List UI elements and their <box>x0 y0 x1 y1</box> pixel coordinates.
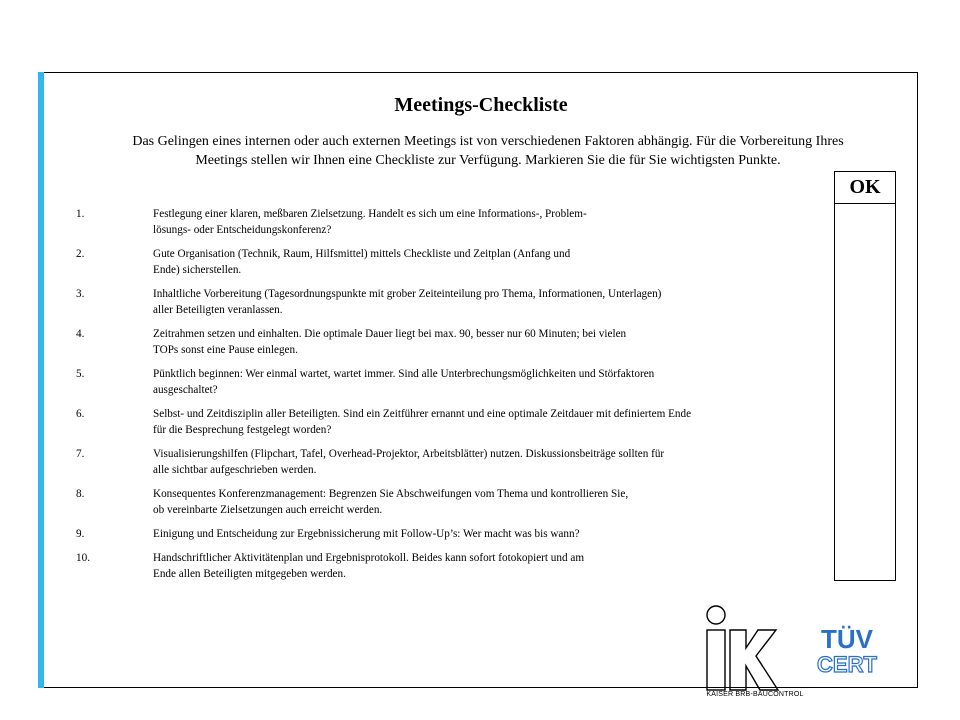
item-line: Konsequentes Konferenzmanagement: Begrenzen Sie Abschweifungen vom Thema und kontrollieren Sie, <box>153 488 629 500</box>
item-text <box>153 446 813 478</box>
tuv-text-bottom: CERT <box>817 652 877 677</box>
item-line: Pünktlich beginnen: Wer einmal wartet, wartet immer. Sind alle Unterbrechungsmöglichkeiten und Störfaktoren <box>153 368 655 380</box>
list-item <box>76 366 816 406</box>
item-text <box>153 286 813 318</box>
tuv-cert-logo-icon <box>798 616 896 684</box>
list-item <box>76 406 816 446</box>
list-item <box>76 550 816 590</box>
checklist <box>76 206 816 590</box>
item-line: aller Beteiligten veranlassen. <box>153 304 283 316</box>
item-text <box>153 366 813 398</box>
item-number: 2. <box>76 248 85 260</box>
intro-line-2: Meetings stellen wir Ihnen eine Checkliste zur Verfügung. Markieren Sie die für Sie wichtigsten Punkte. <box>195 153 781 168</box>
accent-bar <box>38 72 44 688</box>
list-item <box>76 286 816 326</box>
item-text <box>153 206 813 238</box>
item-text <box>153 550 813 582</box>
item-number: 4. <box>76 328 85 340</box>
intro-text <box>78 132 898 170</box>
item-number: 7. <box>76 448 85 460</box>
item-number: 5. <box>76 368 85 380</box>
item-line: Festlegung einer klaren, meßbaren Zielsetzung. Handelt es sich um eine Informations-, Problem- <box>153 208 587 220</box>
item-line: ausgeschaltet? <box>153 384 218 396</box>
item-line: Handschriftlicher Aktivitätenplan und Ergebnisprotokoll. Beides kann sofort fotokopiert und am <box>153 552 585 564</box>
item-line: Gute Organisation (Technik, Raum, Hilfsmittel) mittels Checkliste und Zeitplan (Anfang und <box>153 248 571 260</box>
page-title: Meetings-Checkliste <box>394 94 568 116</box>
item-text <box>153 526 813 542</box>
logo-caption: KAISER BRB-BAUCONTROL <box>706 691 804 698</box>
item-line: alle sichtbar aufgeschrieben werden. <box>153 464 317 476</box>
intro-line-1: Das Gelingen eines internen oder auch externen Meetings ist von verschiedenen Faktoren abhängig. Für die Vorbereitung Ihres <box>132 134 844 149</box>
list-item <box>76 246 816 286</box>
item-number: 3. <box>76 288 85 300</box>
item-line: für die Besprechung festgelegt worden? <box>153 424 332 436</box>
item-line: Ende allen Beteiligten mitgegeben werden. <box>153 568 346 580</box>
list-item <box>76 526 816 550</box>
item-line: ob vereinbarte Zielsetzungen auch erreicht werden. <box>153 504 383 516</box>
list-item <box>76 206 816 246</box>
tuv-text-top: TÜV <box>821 624 873 654</box>
item-number: 1. <box>76 208 85 220</box>
item-line: Inhaltliche Vorbereitung (Tagesordnungspunkte mit grober Zeiteinteilung pro Thema, Informationen, Unterlagen) <box>153 288 662 300</box>
item-text <box>153 326 813 358</box>
item-line: Ende) sicherstellen. <box>153 264 242 276</box>
ok-header: OK <box>835 172 895 204</box>
list-item <box>76 326 816 366</box>
item-line: TOPs sonst eine Pause einlegen. <box>153 344 298 356</box>
item-line: Visualisierungshilfen (Flipchart, Tafel, Overhead-Projektor, Arbeitsblätter) nutzen. Diskussionsbeiträge sollten für <box>153 448 665 460</box>
item-number: 8. <box>76 488 85 500</box>
item-line: lösungs- oder Entscheidungskonferenz? <box>153 224 332 236</box>
item-line: Selbst- und Zeitdisziplin aller Beteiligten. Sind ein Zeitführer ernannt und eine optimale Zeitdauer mit definiertem Ende <box>153 408 692 420</box>
item-number: 9. <box>76 528 85 540</box>
item-line: Einigung und Entscheidung zur Ergebnissicherung mit Follow-Up’s: Wer macht was bis wann? <box>153 528 580 540</box>
list-item <box>76 486 816 526</box>
ok-checkbox-column[interactable] <box>834 171 896 581</box>
item-number: 6. <box>76 408 85 420</box>
item-number: 10. <box>76 552 90 564</box>
item-text <box>153 246 813 278</box>
item-text <box>153 406 813 438</box>
list-item <box>76 446 816 486</box>
item-line: Zeitrahmen setzen und einhalten. Die optimale Dauer liegt bei max. 90, besser nur 60 Minuten; bei vielen <box>153 328 627 340</box>
item-text <box>153 486 813 518</box>
